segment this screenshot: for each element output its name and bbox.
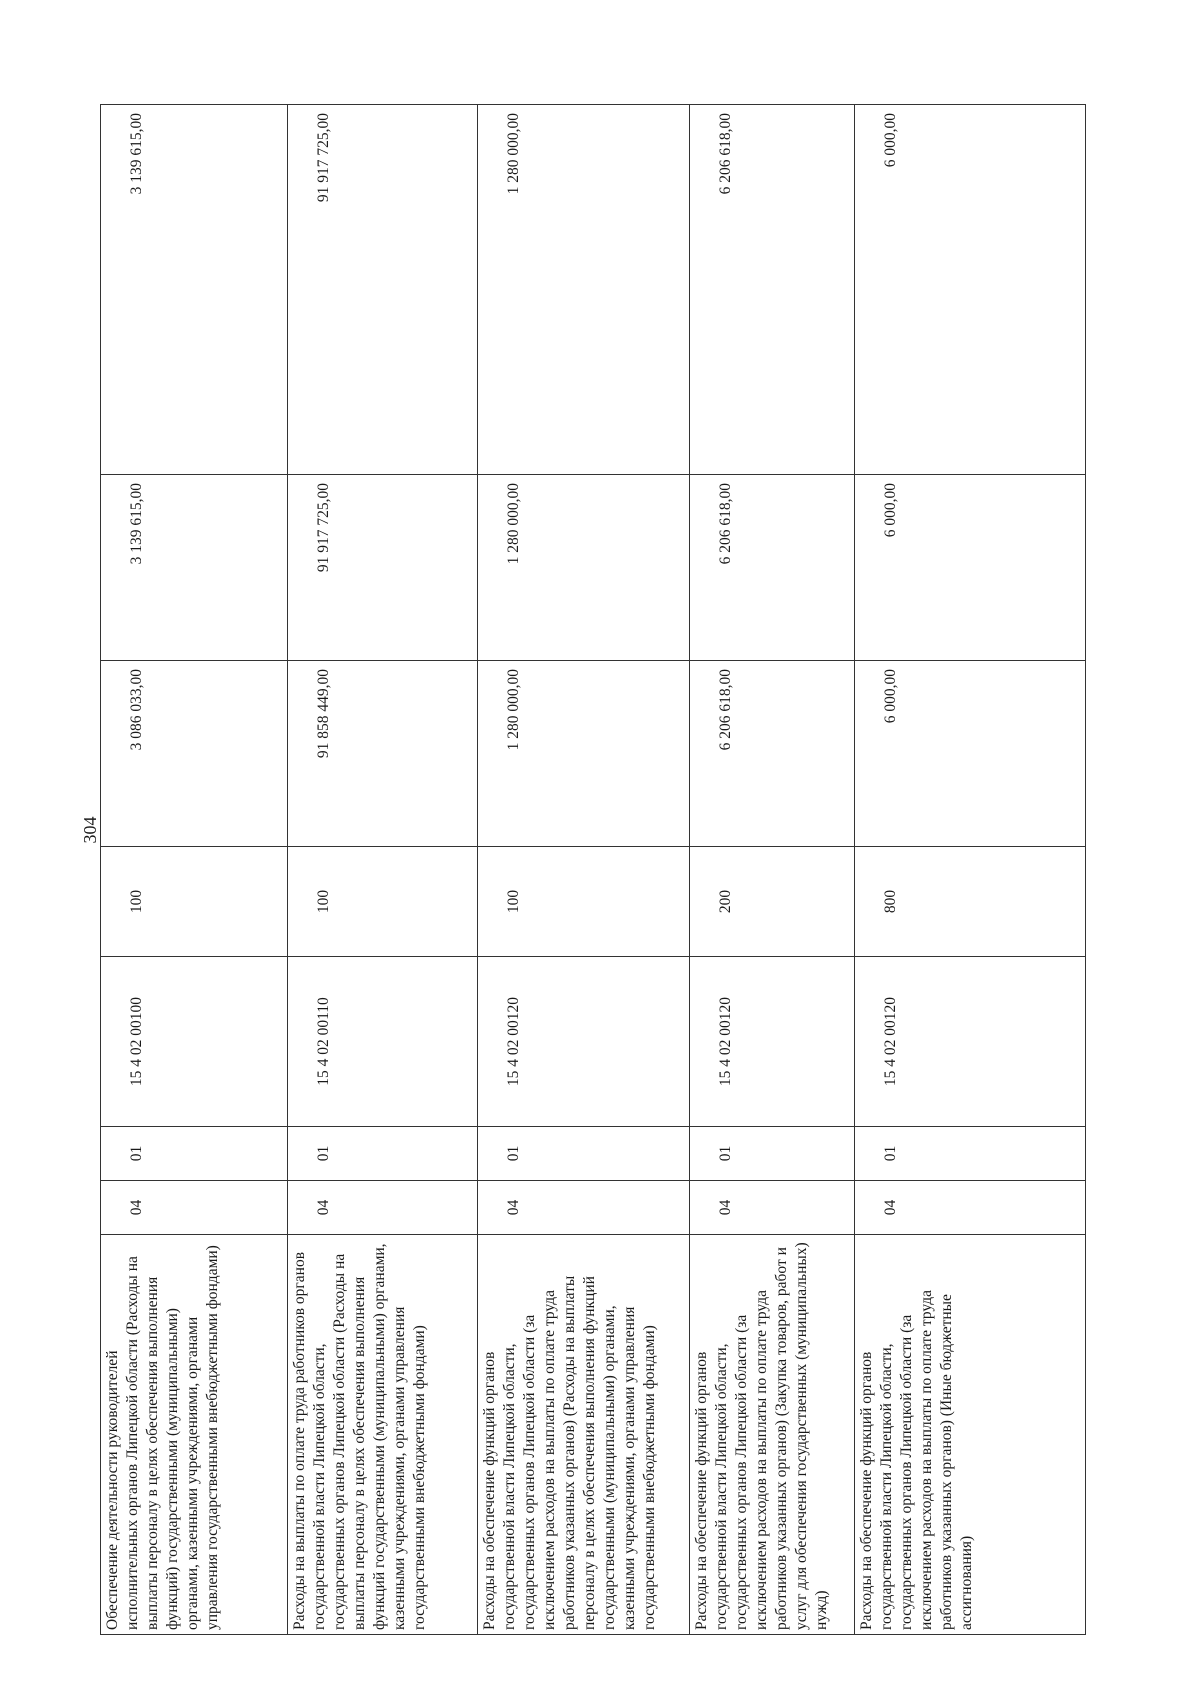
- row-subsection: 01: [478, 1127, 690, 1181]
- page-number: 304: [80, 816, 100, 844]
- row-expense-type: 800: [855, 847, 1086, 957]
- table-row: [478, 105, 690, 1635]
- table-row: [855, 105, 1086, 1635]
- row-amount-1: 3 086 033,00: [101, 661, 288, 847]
- row-description: Обеспечение деятельности руководителей исполнительных органов Липецкой области (Расходы на выплаты персоналу в целях обеспечения выполнения функций) государственными (муниципальными) органами, казенными учреждениями, органами управления государственными внебюджетными фондами): [101, 1235, 288, 1635]
- row-target-article: 15 4 02 00100: [101, 957, 288, 1127]
- row-expense-type: 100: [101, 847, 288, 957]
- row-section: 04: [855, 1181, 1086, 1235]
- row-amount-2: 6 000,00: [855, 475, 1086, 661]
- row-amount-1: 91 858 449,00: [288, 661, 478, 847]
- row-amount-3: 6 206 618,00: [690, 105, 855, 475]
- row-amount-3: 91 917 725,00: [288, 105, 478, 475]
- row-amount-1: 1 280 000,00: [478, 661, 690, 847]
- row-description: Расходы на выплаты по оплате труда работников органов государственной власти Липецкой области, государственных органов Липецкой области (Расходы на выплаты персоналу в целях обеспечения выполнения функций государственными (муниципальными) органами, казенными учреждениями, органами управления государственными внебюджетными фондами): [288, 1235, 478, 1635]
- row-amount-2: 1 280 000,00: [478, 475, 690, 661]
- row-expense-type: 100: [478, 847, 690, 957]
- budget-table: [100, 104, 1086, 1635]
- row-amount-2: 91 917 725,00: [288, 475, 478, 661]
- row-section: 04: [288, 1181, 478, 1235]
- row-target-article: 15 4 02 00120: [690, 957, 855, 1127]
- row-subsection: 01: [101, 1127, 288, 1181]
- row-amount-3: 6 000,00: [855, 105, 1086, 475]
- row-amount-2: 6 206 618,00: [690, 475, 855, 661]
- row-subsection: 01: [690, 1127, 855, 1181]
- row-section: 04: [690, 1181, 855, 1235]
- row-amount-2: 3 139 615,00: [101, 475, 288, 661]
- row-target-article: 15 4 02 00110: [288, 957, 478, 1127]
- table-row: [101, 105, 288, 1635]
- row-section: 04: [478, 1181, 690, 1235]
- row-amount-3: 3 139 615,00: [101, 105, 288, 475]
- row-description: Расходы на обеспечение функций органов государственной власти Липецкой области, государственных органов Липецкой области (за исключением расходов на выплаты по оплате труда работников указанных органов) (Иные бюджетные ассигнования): [855, 1235, 1086, 1635]
- row-section: 04: [101, 1181, 288, 1235]
- rotated-table-container: [100, 105, 1085, 1635]
- row-amount-1: 6 000,00: [855, 661, 1086, 847]
- table-row: [288, 105, 478, 1635]
- row-target-article: 15 4 02 00120: [478, 957, 690, 1127]
- row-expense-type: 200: [690, 847, 855, 957]
- row-amount-3: 1 280 000,00: [478, 105, 690, 475]
- row-description: Расходы на обеспечение функций органов государственной власти Липецкой области, государственных органов Липецкой области (за исключением расходов на выплаты по оплате труда работников указанных органов) (Закупка товаров, работ и услуг для обеспечения государственных (муниципальных) нужд): [690, 1235, 855, 1635]
- row-amount-1: 6 206 618,00: [690, 661, 855, 847]
- row-target-article: 15 4 02 00120: [855, 957, 1086, 1127]
- row-subsection: 01: [288, 1127, 478, 1181]
- table-row: [690, 105, 855, 1635]
- row-subsection: 01: [855, 1127, 1086, 1181]
- row-expense-type: 100: [288, 847, 478, 957]
- row-description: Расходы на обеспечение функций органов государственной власти Липецкой области, государственных органов Липецкой области (за исключением расходов на выплаты по оплате труда работников указанных органов) (Расходы на выплаты персоналу в целях обеспечения выполнения функций государственными (муниципальными) органами, казенными учреждениями, органами управления государственными внебюджетными фондами): [478, 1235, 690, 1635]
